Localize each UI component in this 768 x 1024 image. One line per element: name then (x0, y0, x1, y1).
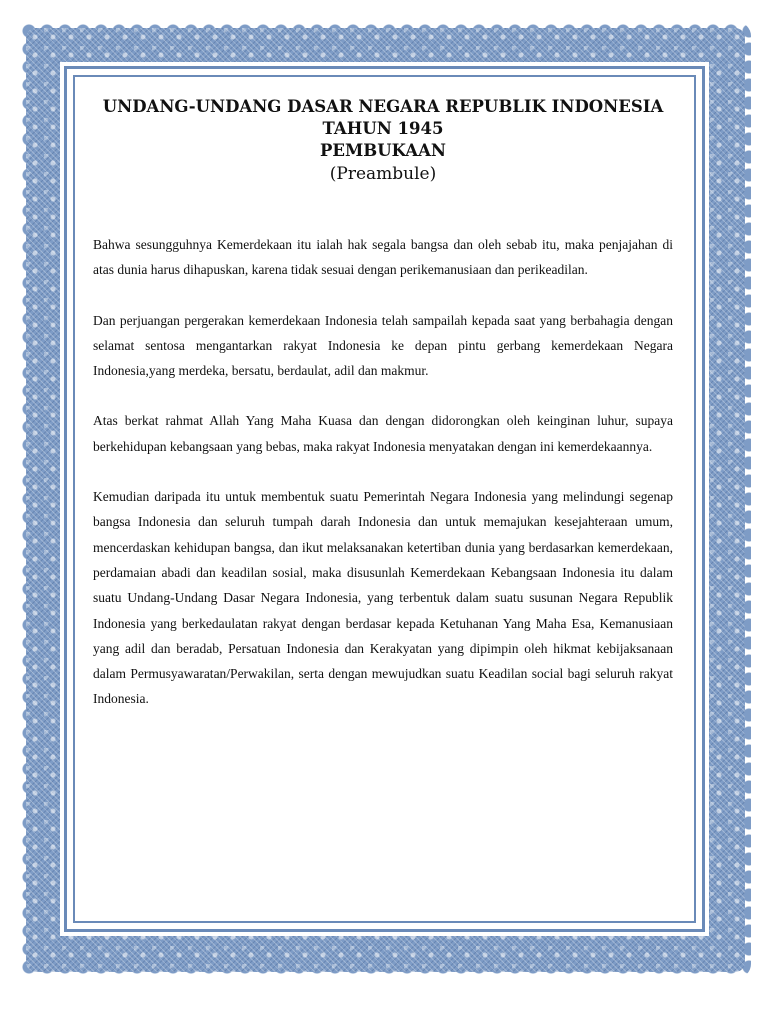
title-line-1: UNDANG-UNDANG DASAR NEGARA REPUBLIK INDONESIA (102, 97, 664, 116)
document-body (93, 96, 673, 712)
paragraph-4: Kemudian daripada itu untuk membentuk suatu Pemerintah Negara Indonesia yang melindungi segenap bangsa Indonesia dan seluruh tumpah darah Indonesia dan untuk memajukan kesejahteraan umum, mencerdaskan kehidupan bangsa, dan ikut melaksanakan ketertiban dunia yang berdasarkan kemerdekaan, perdamaian abadi dan keadilan sosial, maka disusunlah Kemerdekaan Kebangsaan Indonesia itu dalam suatu Undang-Undang Dasar Negara Indonesia, yang terbentuk dalam suatu susunan Negara Republik Indonesia yang berkedaulatan rakyat dengan berdasar kepada Ketuhanan Yang Maha Esa, Kemanusiaan yang adil dan beradab, Persatuan Indonesia dan Kerakyatan yang dipimpin oleh hikmat kebijaksanaan dalam Permusyawaratan/Perwakilan, serta dengan mewujudkan suatu Keadilan social bagi seluruh rakyat Indonesia. (93, 489, 673, 707)
document-subtitle: (Preambule) (329, 164, 437, 184)
paragraph-3: Atas berkat rahmat Allah Yang Maha Kuasa dan dengan didorongkan oleh keinginan luhur, supaya berkehidupan kebangsaan yang bebas, maka rakyat Indonesia menyatakan dengan ini kemerdekaannya. (93, 413, 673, 454)
paragraph-1: Bahwa sesungguhnya Kemerdekaan itu ialah hak segala bangsa dan oleh sebab itu, maka penjajahan di atas dunia harus dihapuskan, karena tidak sesuai dengan perikemanusiaan dan perikeadilan. (93, 237, 673, 278)
paragraph-2: Dan perjuangan pergerakan kemerdekaan Indonesia telah sampailah kepada saat yang berbahagia dengan selamat sentosa mengantarkan rakyat Indonesia ke depan pintu gerbang kemerdekaan Negara Indonesia,yang merdeka, bersatu, berdaulat, adil dan makmur. (93, 312, 673, 379)
title-line-3: PEMBUKAAN (320, 141, 446, 160)
title-line-2: TAHUN 1945 (322, 119, 444, 138)
document-title-block (93, 96, 673, 186)
